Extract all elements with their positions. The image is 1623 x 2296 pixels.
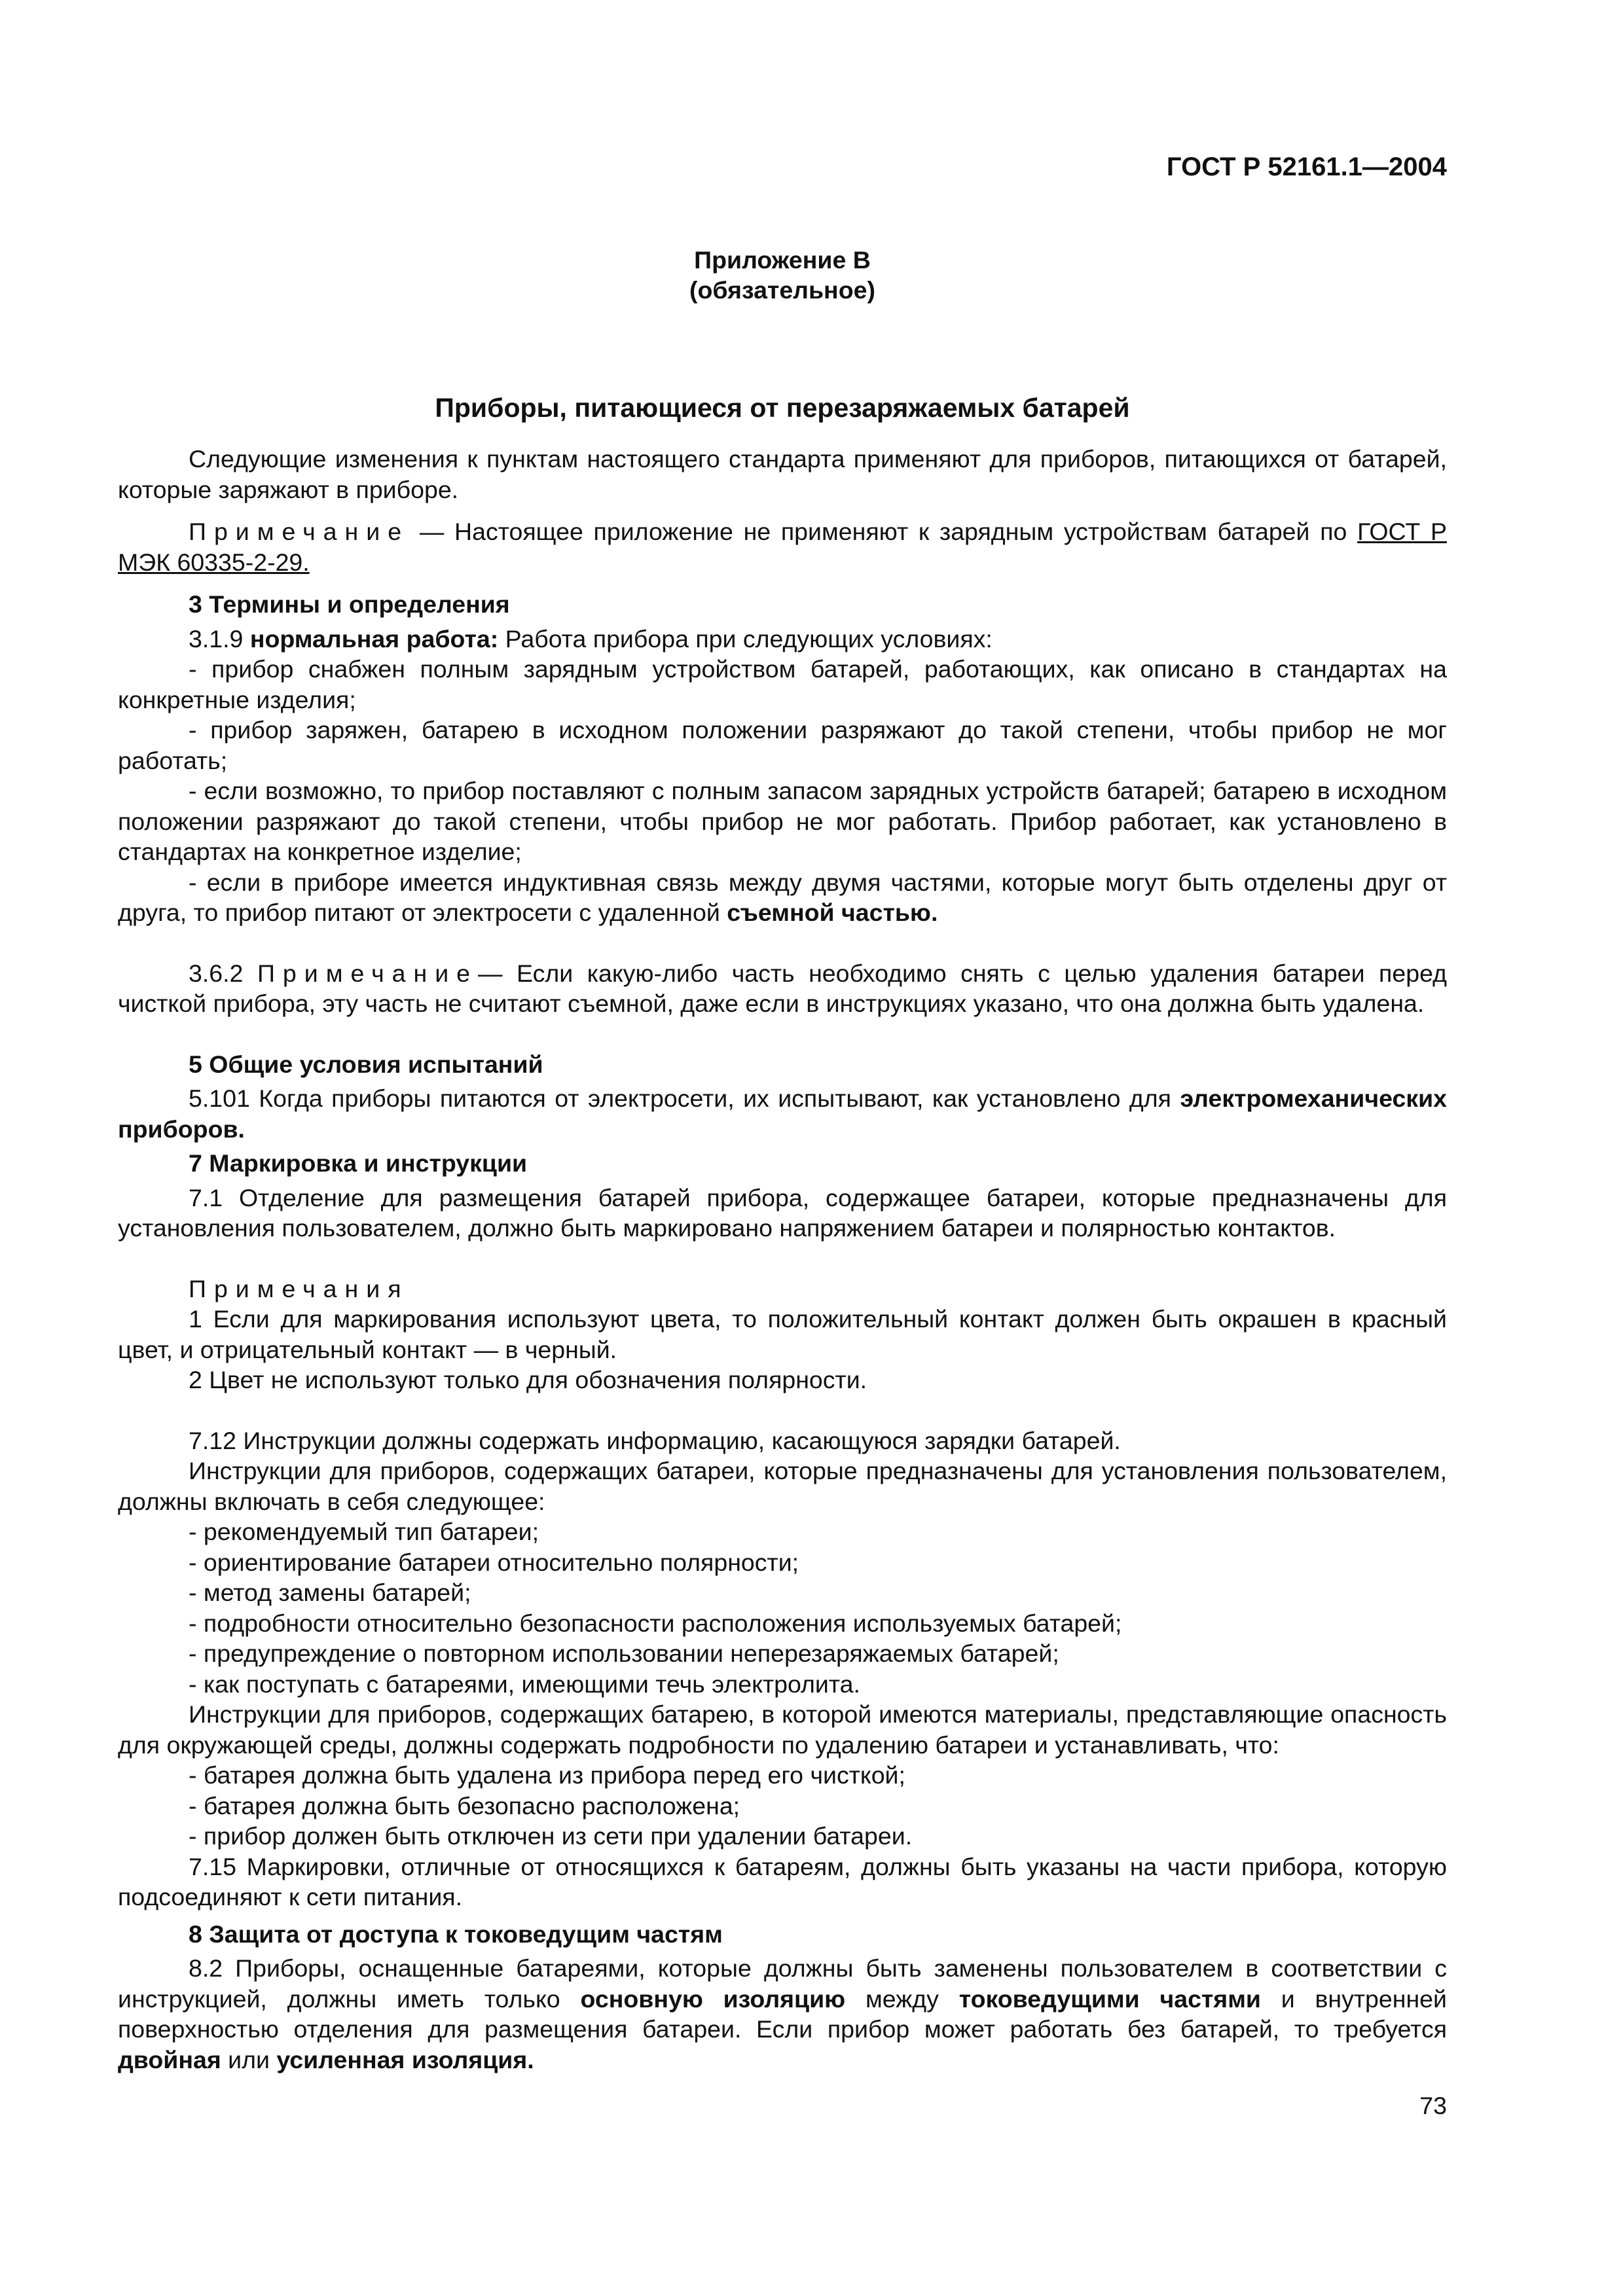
electromechanical-term: электромеханических приборов.	[118, 1085, 1447, 1143]
list-item: - рекомендуемый тип батареи;	[189, 1518, 539, 1545]
detachable-part-term: съемной частью.	[727, 899, 938, 926]
intro-note	[118, 516, 1447, 577]
list-item: - как поступать с батареями, имеющими течь электролита.	[189, 1670, 860, 1698]
list-item: - батарея должна быть удалена из прибора перед его чисткой;	[189, 1761, 905, 1789]
instructions-paragraph-2: Инструкции для приборов, содержащих батарею, в которой имеются материалы, представляющие опасность для окружающей среды, должны содержать подробности по удалению батареи и устанавливать, что:	[118, 1700, 1447, 1759]
live-parts-term: токоведущими частями	[958, 1984, 1261, 2013]
term-definition: Работа прибора при следующих условиях:	[505, 624, 993, 653]
section-7-heading: 7 Маркировка и инструкции	[189, 1149, 528, 1177]
section-8-heading: 8 Защита от доступа к токоведущим частям	[189, 1920, 723, 1948]
note-label: Примечание	[189, 518, 410, 545]
notes-label: Примечания	[189, 1274, 409, 1302]
standard-reference-link[interactable]: ГОСТ Р МЭК 60335-2-29.	[118, 518, 1448, 576]
list-item: - прибор снабжен полным зарядным устройством батарей, работающих, как описано в стандартах на конкретные изделия;	[118, 655, 1447, 713]
clause-text: 5.101 Когда приборы питаются от электросети, их испытывают, как установлено для	[189, 1085, 1171, 1112]
section-5-heading: 5 Общие условия испытаний	[189, 1050, 543, 1078]
list-item: - подробности относительно безопасности расположения используемых батарей;	[189, 1609, 1122, 1637]
list-item: - ориентирование батареи относительно полярности;	[189, 1548, 799, 1576]
reinforced-insulation-term: усиленная изоляция.	[276, 2045, 534, 2073]
clause-7-12: 7.12 Инструкции должны содержать информацию, касающуюся зарядки батарей.	[189, 1426, 1121, 1454]
annex-title: Приборы, питающиеся от перезаряжаемых батарей	[435, 393, 1130, 423]
note-text: — Настоящее приложение не применяют к зарядным устройствам батарей по	[419, 518, 1347, 545]
page-number: 73	[1419, 2092, 1447, 2119]
list-item: - батарея должна быть безопасно расположена;	[189, 1791, 740, 1820]
basic-insulation-term: основную изоляцию	[580, 1984, 846, 2013]
note-1: 1 Если для маркирования используют цвета, то положительный контакт должен быть окрашен в красный цвет, и отрицательный контакт — в черный.	[118, 1305, 1447, 1363]
clause-number: 3.1.9	[189, 624, 244, 653]
list-item: - если возможно, то прибор поставляют с полным запасом зарядных устройств батарей; батарею в исходном положении разряжают до такой степени, чтобы прибор не мог работать. Прибор работает, как установлено в стандартах на конкретное изделие;	[118, 777, 1447, 865]
clause-3-6-2	[118, 958, 1447, 1019]
list-item: - прибор должен быть отключен из сети при удалении батареи.	[189, 1822, 913, 1850]
clause-text: или	[228, 2045, 270, 2073]
clause-8-2	[118, 1953, 1447, 2075]
note-2: 2 Цвет не используют только для обозначения полярности.	[189, 1366, 867, 1393]
clause-number: 3.6.2	[189, 959, 244, 987]
page-content	[118, 151, 1447, 2121]
clause-text: и внутренней поверхностью отделения для размещения батареи. Если прибор может работать без батарей, то требуется	[118, 1984, 1447, 2043]
intro-paragraph: Следующие изменения к пунктам настоящего стандарта применяют для приборов, питающихся от батарей, которые заряжают в приборе.	[118, 445, 1447, 503]
section-3-heading: 3 Термины и определения	[189, 590, 510, 618]
clause-3-1-9	[118, 624, 1447, 655]
list-item	[118, 867, 1447, 928]
note-text: — Если какую-либо часть необходимо снять с целью удаления батареи перед чисткой прибора, эту часть не считают съемной, даже если в инструкциях указано, что она должна быть удалена.	[118, 959, 1447, 1017]
clause-7-15: 7.15 Маркировки, отличные от относящихся к батареям, должны быть указаны на части прибора, которую подсоединяют к сети питания.	[118, 1852, 1447, 1910]
annex-status: (обязательное)	[689, 276, 875, 304]
list-item: - метод замены батарей;	[189, 1579, 471, 1606]
instructions-paragraph-1: Инструкции для приборов, содержащих батареи, которые предназначены для установления пользователем, должны включать в себя следующее:	[118, 1457, 1447, 1515]
double-insulation-term: двойная	[118, 2045, 221, 2073]
list-item-text: - если в приборе имеется индуктивная связь между двумя частями, которые могут быть отделены друг от друга, то прибор питают от электросети с удаленной	[118, 868, 1447, 926]
term-normal-operation: нормальная работа:	[249, 624, 499, 653]
list-item: - предупреждение о повторном использовании неперезаряжаемых батарей;	[189, 1640, 1059, 1667]
list-item: - прибор заряжен, батарею в исходном положении разряжают до такой степени, чтобы прибор не мог работать;	[118, 716, 1447, 774]
annex-label: Приложение В	[694, 246, 871, 274]
clause-text: между	[865, 1984, 939, 2013]
clause-5-101	[118, 1083, 1447, 1144]
note-label: Примечание	[257, 959, 478, 987]
clause-text: 8.2 Приборы, оснащенные батареями, которые должны быть заменены пользователем в соответствии с инструкцией, должны иметь только	[118, 1954, 1447, 2013]
document-id: ГОСТ Р 52161.1—2004	[1166, 152, 1447, 181]
clause-7-1: 7.1 Отделение для размещения батарей прибора, содержащее батареи, которые предназначены для установления пользователем, должно быть маркировано напряжением батареи и полярностью контактов.	[118, 1183, 1447, 1242]
